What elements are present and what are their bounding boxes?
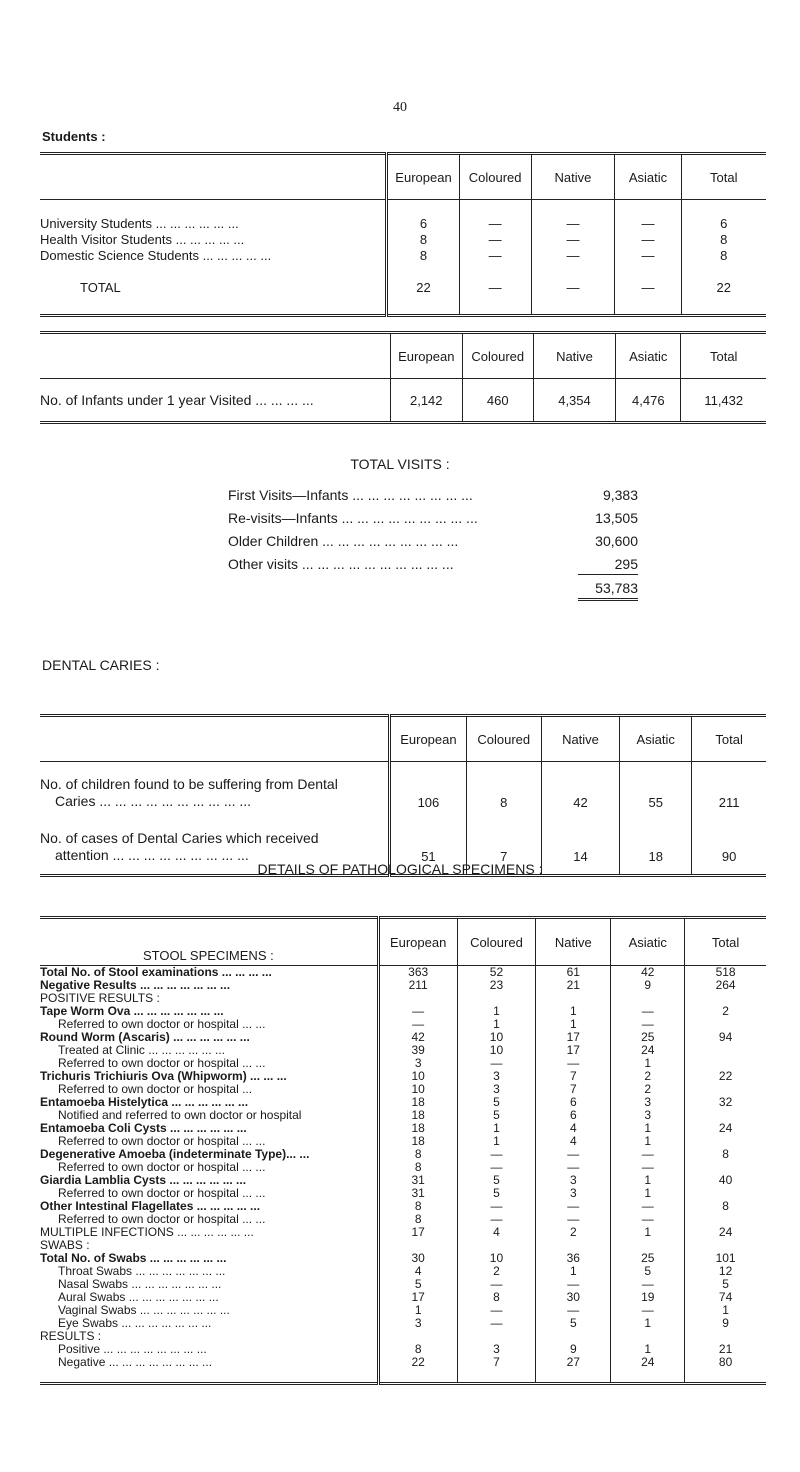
row-label: Throat Swabs ... ... ... ... ... ... ... xyxy=(58,1264,226,1278)
col-header: Native xyxy=(533,333,615,379)
cell: 8 xyxy=(387,232,459,248)
table-row xyxy=(40,966,766,980)
col-header: European xyxy=(378,918,457,966)
cell: 4,354 xyxy=(533,379,615,423)
visits-title: TOTAL VISITS : xyxy=(350,456,450,472)
pathology-table xyxy=(40,916,766,1385)
row-label: Domestic Science Students ... ... ... ... ... xyxy=(40,248,272,263)
cell: 25 xyxy=(611,1252,685,1265)
cell: — xyxy=(459,248,531,264)
cell: 1 xyxy=(378,1304,457,1317)
cell: 18 xyxy=(620,812,692,876)
cell: — xyxy=(615,280,681,296)
row-label: Negative Results ... ... ... ... ... ... ... xyxy=(40,978,231,992)
cell: 5 xyxy=(685,1278,766,1291)
cell: 74 xyxy=(685,1291,766,1304)
total-rule xyxy=(578,598,638,601)
cell: — xyxy=(378,1018,457,1031)
row-label: Negative ... ... ... ... ... ... ... ... xyxy=(58,1355,213,1369)
cell: — xyxy=(611,1278,685,1291)
cell: 9 xyxy=(685,1317,766,1330)
cell: 22 xyxy=(685,1070,766,1083)
col-header: Coloured xyxy=(457,918,536,966)
row-label: Entamoeba Coli Cysts ... ... ... ... ... ... xyxy=(40,1121,247,1135)
cell: 6 xyxy=(536,1109,611,1122)
cell: 5 xyxy=(457,1096,536,1109)
cell: — xyxy=(536,1161,611,1174)
row-label: Notified and referred to own doctor or hospital xyxy=(58,1108,302,1122)
cell: — xyxy=(615,216,681,232)
cell: 264 xyxy=(685,979,766,992)
cell: 1 xyxy=(685,1304,766,1317)
cell: 1 xyxy=(611,1122,685,1135)
table-row xyxy=(40,379,766,423)
cell: 90 xyxy=(692,812,766,876)
cell: 5 xyxy=(457,1187,536,1200)
cell: 14 xyxy=(541,812,619,876)
cell: 32 xyxy=(685,1096,766,1109)
cell: 3 xyxy=(457,1070,536,1083)
row-label: Caries ... ... ... ... ... ... ... ... ... ... xyxy=(55,793,252,809)
cell: 6 xyxy=(681,216,766,232)
row-label: Total No. of Swabs ... ... ... ... ... ... xyxy=(40,1251,227,1265)
row-label: Eye Swabs ... ... ... ... ... ... ... xyxy=(58,1316,212,1330)
visits-label: First Visits—Infants ... ... ... ... ... ... ... ... xyxy=(228,487,473,503)
cell: 1 xyxy=(457,1018,536,1031)
cell: 5 xyxy=(536,1317,611,1330)
cell: 19 xyxy=(611,1291,685,1304)
table-row xyxy=(40,248,766,264)
cell: 1 xyxy=(611,1226,685,1239)
cell: 31 xyxy=(378,1187,457,1200)
col-header: Asiatic xyxy=(611,918,685,966)
cell: 30 xyxy=(536,1291,611,1304)
cell: — xyxy=(378,1005,457,1018)
row-label: Referred to own doctor or hospital ... ... xyxy=(58,1186,266,1200)
cell: 42 xyxy=(541,762,619,813)
cell: — xyxy=(611,1005,685,1018)
col-header: Total xyxy=(681,154,766,200)
cell: 80 xyxy=(685,1356,766,1369)
cell: — xyxy=(457,1213,536,1226)
cell: — xyxy=(457,1278,536,1291)
cell: 55 xyxy=(620,762,692,813)
cell: 8 xyxy=(387,248,459,264)
dental-label: DENTAL CARIES : xyxy=(42,657,160,673)
cell: 2 xyxy=(457,1265,536,1278)
cell: 8 xyxy=(378,1148,457,1161)
cell: 211 xyxy=(378,979,457,992)
cell: 18 xyxy=(378,1096,457,1109)
table-row xyxy=(40,1226,766,1239)
cell: 101 xyxy=(685,1252,766,1265)
cell: 17 xyxy=(378,1226,457,1239)
table-row xyxy=(40,1356,766,1369)
cell: 22 xyxy=(378,1356,457,1369)
row-label: No. of Infants under 1 year Visited ... ... ... ... xyxy=(40,392,314,408)
cell: 3 xyxy=(378,1317,457,1330)
cell: — xyxy=(457,1161,536,1174)
cell: 8 xyxy=(681,232,766,248)
cell xyxy=(685,1044,766,1057)
cell: 211 xyxy=(692,762,766,813)
cell: 3 xyxy=(457,1343,536,1356)
row-label: Other Intestinal Flagellates ... ... ... ... ... xyxy=(40,1199,261,1213)
table-row xyxy=(40,216,766,232)
col-header: Coloured xyxy=(459,154,531,200)
cell: 42 xyxy=(611,966,685,980)
cell: 22 xyxy=(387,280,459,296)
table-row xyxy=(40,264,766,280)
cell: — xyxy=(457,1200,536,1213)
visits-value: 30,600 xyxy=(595,533,638,549)
cell: — xyxy=(459,232,531,248)
cell: 460 xyxy=(462,379,533,423)
cell: — xyxy=(615,232,681,248)
sum-rule xyxy=(578,574,638,575)
cell: — xyxy=(536,1304,611,1317)
row-label: Referred to own doctor or hospital ... ... xyxy=(58,1017,266,1031)
cell: 5 xyxy=(457,1174,536,1187)
cell: 10 xyxy=(378,1070,457,1083)
cell: — xyxy=(536,1057,611,1070)
cell: 25 xyxy=(611,1031,685,1044)
cell: 7 xyxy=(536,1070,611,1083)
col-header: European xyxy=(390,333,462,379)
cell: 17 xyxy=(536,1031,611,1044)
visits-total: 53,783 xyxy=(595,580,638,596)
visits-value: 9,383 xyxy=(602,487,638,503)
students-label: Students : xyxy=(42,129,106,144)
cell: 40 xyxy=(685,1174,766,1187)
cell: 17 xyxy=(378,1291,457,1304)
cell: — xyxy=(536,1148,611,1161)
cell: 18 xyxy=(378,1135,457,1148)
cell: 22 xyxy=(681,280,766,296)
pathology-title: DETAILS OF PATHOLOGICAL SPECIMENS : xyxy=(257,861,543,877)
row-label: POSITIVE RESULTS : xyxy=(40,991,160,1005)
cell: 1 xyxy=(536,1005,611,1018)
row-label: MULTIPLE INFECTIONS ... ... ... ... ... ... xyxy=(40,1225,254,1239)
col-header: Total xyxy=(685,918,766,966)
table-row xyxy=(40,200,766,217)
cell: 23 xyxy=(457,979,536,992)
row-label: Referred to own doctor or hospital ... ... xyxy=(58,1212,266,1226)
cell: — xyxy=(536,1200,611,1213)
cell: 1 xyxy=(457,1135,536,1148)
cell: 9 xyxy=(611,979,685,992)
cell: — xyxy=(531,280,615,296)
cell: 2,142 xyxy=(390,379,462,423)
cell: 1 xyxy=(611,1174,685,1187)
cell: 518 xyxy=(685,966,766,980)
students-table xyxy=(40,152,766,317)
row-label: No. of cases of Dental Caries which received xyxy=(40,830,319,846)
cell: 2 xyxy=(611,1070,685,1083)
col-header: European xyxy=(387,154,459,200)
row-label: No. of children found to be suffering from Dental xyxy=(40,776,338,792)
row-label: Nasal Swabs ... ... ... ... ... ... ... xyxy=(58,1277,222,1291)
cell: 106 xyxy=(390,762,466,813)
cell: 4 xyxy=(378,1265,457,1278)
cell: — xyxy=(611,1200,685,1213)
cell: 8 xyxy=(466,762,541,813)
row-label: SWABS : xyxy=(40,1238,90,1252)
cell: 1 xyxy=(611,1317,685,1330)
cell: — xyxy=(531,232,615,248)
cell: — xyxy=(611,1148,685,1161)
cell: 52 xyxy=(457,966,536,980)
cell: 1 xyxy=(457,1005,536,1018)
visits-value: 295 xyxy=(614,556,638,572)
cell: 9 xyxy=(536,1343,611,1356)
row-label: Health Visitor Students ... ... ... ... ... xyxy=(40,232,245,247)
cell: 18 xyxy=(378,1109,457,1122)
cell: 8 xyxy=(378,1213,457,1226)
cell: 6 xyxy=(387,216,459,232)
visits-label: Re-visits—Infants ... ... ... ... ... ... ... ... ... xyxy=(228,510,478,526)
cell: 5 xyxy=(457,1109,536,1122)
cell: 1 xyxy=(457,1122,536,1135)
cell: — xyxy=(615,248,681,264)
cell: 8 xyxy=(378,1200,457,1213)
cell: 8 xyxy=(378,1161,457,1174)
cell: 3 xyxy=(611,1096,685,1109)
row-label: attention ... ... ... ... ... ... ... ... ... xyxy=(55,847,249,863)
cell: 31 xyxy=(378,1174,457,1187)
cell: 8 xyxy=(685,1200,766,1213)
row-label: University Students ... ... ... ... ... ... xyxy=(40,216,239,231)
cell: 27 xyxy=(536,1356,611,1369)
table-row xyxy=(40,1317,766,1330)
cell: 17 xyxy=(536,1044,611,1057)
cell: — xyxy=(457,1304,536,1317)
cell: 4 xyxy=(536,1122,611,1135)
cell: — xyxy=(611,1213,685,1226)
infants-table xyxy=(40,331,766,424)
cell: 1 xyxy=(611,1187,685,1200)
cell: 39 xyxy=(378,1044,457,1057)
col-header: European xyxy=(390,716,466,762)
cell: 8 xyxy=(457,1291,536,1304)
cell: 36 xyxy=(536,1252,611,1265)
cell: 4,476 xyxy=(616,379,681,423)
cell: 10 xyxy=(457,1252,536,1265)
col-header: Native xyxy=(531,154,615,200)
cell: 7 xyxy=(466,812,541,876)
row-label: Aural Swabs ... ... ... ... ... ... ... xyxy=(58,1290,219,1304)
table-row xyxy=(40,232,766,248)
cell: — xyxy=(531,248,615,264)
row-label: Total No. of Stool examinations ... ... ... ... xyxy=(40,965,272,979)
cell: 4 xyxy=(536,1135,611,1148)
col-header: Native xyxy=(536,918,611,966)
cell: 1 xyxy=(536,1265,611,1278)
row-label: Referred to own doctor or hospital ... ... xyxy=(58,1160,266,1174)
cell: 24 xyxy=(611,1356,685,1369)
row-label: Referred to own doctor or hospital ... xyxy=(58,1082,253,1096)
col-header: Total xyxy=(681,333,766,379)
row-label: Entamoeba Histelytica ... ... ... ... ... ... xyxy=(40,1095,249,1109)
cell: 1 xyxy=(611,1057,685,1070)
cell: — xyxy=(611,1161,685,1174)
cell: 3 xyxy=(457,1083,536,1096)
dental-table xyxy=(40,714,766,877)
cell: 8 xyxy=(685,1148,766,1161)
col-header: Asiatic xyxy=(620,716,692,762)
row-label: Vaginal Swabs ... ... ... ... ... ... ... xyxy=(58,1303,230,1317)
cell: 363 xyxy=(378,966,457,980)
col-header: Asiatic xyxy=(616,333,681,379)
visits-label: Older Children ... ... ... ... ... ... ... ... ... xyxy=(228,533,459,549)
cell: 94 xyxy=(685,1031,766,1044)
cell: 7 xyxy=(536,1083,611,1096)
cell: 3 xyxy=(378,1057,457,1070)
table-row xyxy=(40,762,766,813)
row-label: Referred to own doctor or hospital ... ... xyxy=(58,1134,266,1148)
cell: 1 xyxy=(611,1135,685,1148)
row-label: TOTAL xyxy=(80,280,121,295)
cell: 2 xyxy=(536,1226,611,1239)
cell: 30 xyxy=(378,1252,457,1265)
row-label: Referred to own doctor or hospital ... ... xyxy=(58,1056,266,1070)
cell: 3 xyxy=(536,1174,611,1187)
cell: 24 xyxy=(685,1122,766,1135)
total-row xyxy=(40,280,766,296)
cell: 3 xyxy=(611,1109,685,1122)
cell: — xyxy=(457,1148,536,1161)
cell: 1 xyxy=(536,1018,611,1031)
cell: 10 xyxy=(378,1083,457,1096)
cell: 5 xyxy=(378,1278,457,1291)
row-label: RESULTS : xyxy=(40,1329,102,1343)
cell: — xyxy=(611,1304,685,1317)
cell: 10 xyxy=(457,1044,536,1057)
cell: — xyxy=(457,1057,536,1070)
cell: — xyxy=(459,280,531,296)
cell: — xyxy=(457,1317,536,1330)
col-header: Coloured xyxy=(462,333,533,379)
cell: 3 xyxy=(536,1187,611,1200)
cell: — xyxy=(459,216,531,232)
visits-label: Other visits ... ... ... ... ... ... ... ... ... ... xyxy=(228,556,454,572)
cell: 42 xyxy=(378,1031,457,1044)
row-label: Positive ... ... ... ... ... ... ... ... xyxy=(58,1342,207,1356)
cell: 8 xyxy=(378,1343,457,1356)
cell: 1 xyxy=(611,1343,685,1356)
col-header: Total xyxy=(692,716,766,762)
cell: 18 xyxy=(378,1122,457,1135)
cell: — xyxy=(531,216,615,232)
stool-header: STOOL SPECIMENS : xyxy=(40,918,378,966)
cell: — xyxy=(611,1018,685,1031)
cell: 4 xyxy=(457,1226,536,1239)
cell: 61 xyxy=(536,966,611,980)
cell: 8 xyxy=(681,248,766,264)
col-header: Coloured xyxy=(466,716,541,762)
row-label: Tape Worm Ova ... ... ... ... ... ... ... xyxy=(40,1004,224,1018)
row-label: Round Worm (Ascaris) ... ... ... ... ... ... xyxy=(40,1030,250,1044)
visits-value: 13,505 xyxy=(595,510,638,526)
cell: 2 xyxy=(611,1083,685,1096)
cell: — xyxy=(536,1213,611,1226)
row-label: Trichuris Trichiuris Ova (Whipworm) ... ... ... xyxy=(40,1069,287,1083)
cell: 11,432 xyxy=(681,379,766,423)
cell: 21 xyxy=(685,1343,766,1356)
cell: 6 xyxy=(536,1096,611,1109)
row-label: Treated at Clinic ... ... ... ... ... ... xyxy=(58,1043,225,1057)
cell: 24 xyxy=(685,1226,766,1239)
cell: 12 xyxy=(685,1265,766,1278)
col-header: Asiatic xyxy=(615,154,681,200)
cell: 21 xyxy=(536,979,611,992)
cell: 7 xyxy=(457,1356,536,1369)
cell: 10 xyxy=(457,1031,536,1044)
cell: 2 xyxy=(685,1005,766,1018)
col-header: Native xyxy=(541,716,619,762)
cell: 51 xyxy=(390,812,466,876)
cell: 24 xyxy=(611,1044,685,1057)
cell: 5 xyxy=(611,1265,685,1278)
row-label: Degenerative Amoeba (indeterminate Type)... ... xyxy=(40,1147,310,1161)
page-number: 40 xyxy=(393,100,407,115)
cell: — xyxy=(536,1278,611,1291)
row-label: Giardia Lamblia Cysts ... ... ... ... ... ... xyxy=(40,1173,247,1187)
